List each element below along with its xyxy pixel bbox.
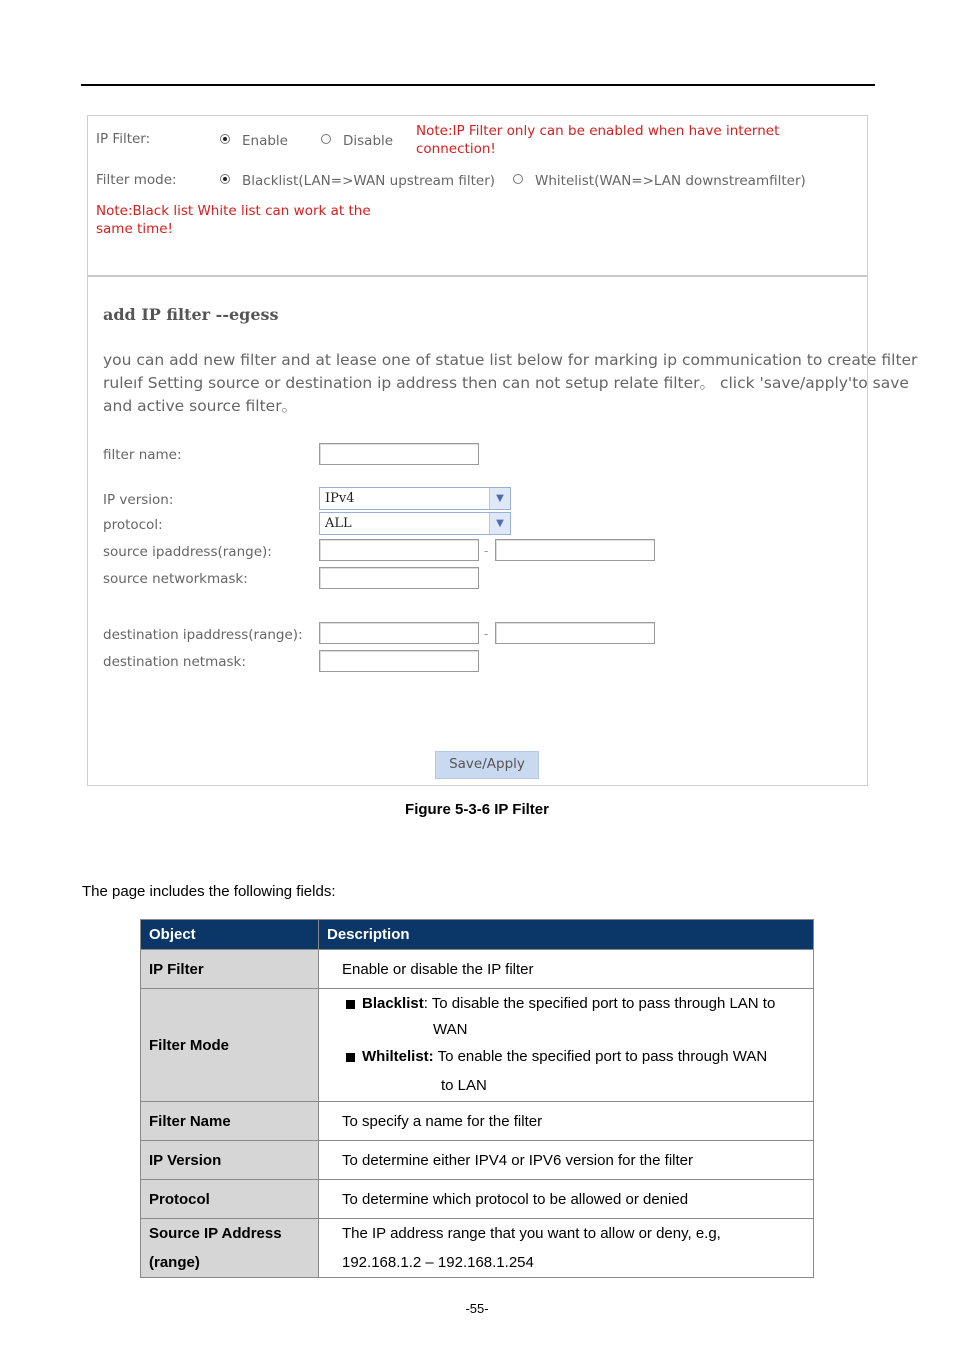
protocol-value: ALL xyxy=(325,516,352,531)
blacklist-bullet xyxy=(343,991,801,1043)
section-intro xyxy=(103,349,918,418)
enable-radio[interactable] xyxy=(220,134,230,144)
page-number: -55- xyxy=(465,1301,489,1316)
row-object: IP Filter xyxy=(141,950,319,989)
whitelist-bullet xyxy=(343,1044,801,1099)
row-description: To specify a name for the filter xyxy=(319,1102,814,1141)
protocol-label: protocol: xyxy=(103,517,163,533)
ip-version-value: IPv4 xyxy=(325,491,355,506)
intro-paragraph: The page includes the following fields: xyxy=(82,883,336,900)
table-row xyxy=(141,1180,814,1219)
protocol-select[interactable] xyxy=(319,512,511,535)
header-object: Object xyxy=(141,920,319,950)
blackwhite-note xyxy=(96,202,371,238)
dest-mask-input[interactable] xyxy=(319,650,479,672)
chevron-down-icon: ▼ xyxy=(489,513,510,534)
row-description xyxy=(319,989,814,1102)
whitelist-radio[interactable] xyxy=(513,174,523,184)
source-mask-label: source networkmask: xyxy=(103,571,248,587)
whitelist-desc: To enable the specified port to pass through WAN xyxy=(433,1048,768,1065)
intro-line3: and active source filter。 xyxy=(103,397,298,415)
row-object-line1: Source IP Address xyxy=(149,1225,282,1242)
row-description xyxy=(319,1219,814,1278)
row-object: IP Version xyxy=(141,1141,319,1180)
whitelist-term: Whiltelist: xyxy=(362,1048,434,1065)
intro-line1: you can add new filter and at lease one of statue list below for marking ip communication to create filter xyxy=(103,351,918,369)
square-bullet-icon xyxy=(346,1053,355,1062)
ip-filter-label: IP Filter: xyxy=(96,131,151,147)
dest-ip-start-input[interactable] xyxy=(319,622,479,644)
intro-line2: ruleıf Setting source or destination ip address then can not setup relate filter。 click 'save/apply'to save xyxy=(103,374,909,392)
square-bullet-icon xyxy=(346,1000,355,1009)
chevron-down-icon: ▼ xyxy=(489,488,510,509)
internet-note xyxy=(416,122,779,158)
disable-label: Disable xyxy=(343,133,394,149)
row-description: To determine which protocol to be allowed or denied xyxy=(319,1180,814,1219)
section-title: add IP filter --egess xyxy=(103,305,279,324)
blacklist-label: Blacklist(LAN=>WAN upstream filter) xyxy=(242,173,496,189)
internet-note-line2: connection! xyxy=(416,141,496,157)
row-description-line2: 192.168.1.2 – 192.168.1.254 xyxy=(342,1254,534,1271)
table-header-row xyxy=(141,920,814,950)
source-mask-input[interactable] xyxy=(319,567,479,589)
source-ip-start-input[interactable] xyxy=(319,539,479,561)
row-object-line2: (range) xyxy=(149,1254,200,1271)
whitelist-desc-cont: to LAN xyxy=(441,1077,487,1094)
dest-ip-label: destination ipaddress(range): xyxy=(103,627,303,643)
dest-range-dash: - xyxy=(484,626,489,641)
blacklist-radio[interactable] xyxy=(220,174,230,184)
figure-caption: Figure 5-3-6 IP Filter xyxy=(405,801,549,818)
save-apply-button[interactable]: Save/Apply xyxy=(435,751,539,779)
ip-filter-screenshot xyxy=(87,115,918,786)
blacklist-desc: : To disable the specified port to pass through LAN to xyxy=(423,995,776,1012)
table-row xyxy=(141,1141,814,1180)
source-range-dash: - xyxy=(484,543,489,558)
header-rule xyxy=(81,84,875,86)
table-row xyxy=(141,1102,814,1141)
filter-name-input[interactable] xyxy=(319,443,479,465)
internet-note-line1: Note:IP Filter only can be enabled when have internet xyxy=(416,123,780,139)
source-ip-end-input[interactable] xyxy=(495,539,655,561)
disable-radio[interactable] xyxy=(321,134,331,144)
ip-version-select[interactable] xyxy=(319,487,511,510)
filter-name-label: filter name: xyxy=(103,447,182,463)
blacklist-term: Blacklist xyxy=(362,995,424,1012)
filter-mode-label: Filter mode: xyxy=(96,172,177,188)
blacklist-desc-cont: WAN xyxy=(433,1021,468,1038)
table-row xyxy=(141,989,814,1102)
table-row xyxy=(141,1219,814,1278)
section-divider xyxy=(88,275,867,277)
fields-table xyxy=(140,919,814,1278)
row-object: Protocol xyxy=(141,1180,319,1219)
enable-label: Enable xyxy=(242,133,288,149)
whitelist-label: Whitelist(WAN=>LAN downstreamfilter) xyxy=(535,173,806,189)
table-row xyxy=(141,950,814,989)
row-object: Filter Name xyxy=(141,1102,319,1141)
blackwhite-note-line2: same time! xyxy=(96,221,173,237)
row-description: To determine either IPV4 or IPV6 version for the filter xyxy=(319,1141,814,1180)
dest-mask-label: destination netmask: xyxy=(103,654,246,670)
dest-ip-end-input[interactable] xyxy=(495,622,655,644)
row-description-line1: The IP address range that you want to allow or deny, e.g, xyxy=(342,1225,721,1242)
source-ip-label: source ipaddress(range): xyxy=(103,544,272,560)
header-description: Description xyxy=(319,920,814,950)
ip-version-label: IP version: xyxy=(103,492,174,508)
blackwhite-note-line1: Note:Black list White list can work at the xyxy=(96,203,371,219)
row-object xyxy=(141,1219,319,1278)
row-object: Filter Mode xyxy=(141,989,319,1102)
row-description: Enable or disable the IP filter xyxy=(319,950,814,989)
